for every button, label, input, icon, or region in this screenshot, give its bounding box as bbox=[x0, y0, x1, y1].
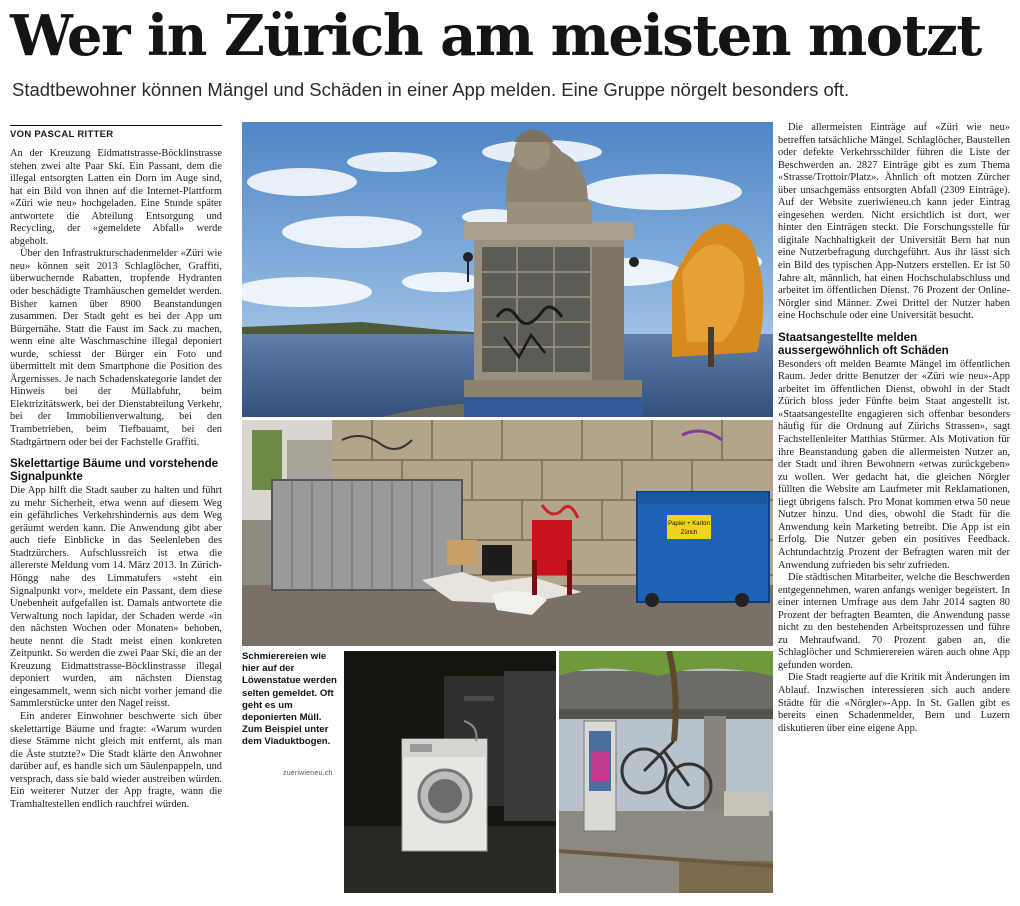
paragraph: Die städtischen Mitarbeiter, welche die Beschwerden entgegennehmen, waren anfangs weniger begeistert. In einer internen Umfrage aus dem Jahr 2014 sagten 80 Prozent der befragten Beamten, die Anwendung passe nicht zu den bestehenden Arbeitsprozessen und führe zu Mehraufwand. 70 Prozent gaben an, die Schlaglöcher und Schmierereien wären auch ohne App gefunden worden. bbox=[778, 572, 1010, 671]
article-column-left bbox=[10, 148, 222, 811]
headline: Wer in Zürich am meisten motzt bbox=[10, 3, 981, 69]
subheadline: Stadtbewohner können Mängel und Schäden in einer App melden. Eine Gruppe nörgelt besonders oft. bbox=[12, 79, 850, 100]
bin-sticker-city: Zürich bbox=[680, 530, 698, 536]
paragraph: Die Stadt reagierte auf die Kritik mit Änderungen im Ablauf. Inzwischen interessieren sich auch andere Städte für die «Nörgler»-App. In St. Gallen gibt es bereits einen Schadenmelder, Bern und Luzern diskutieren über eine eigene App. bbox=[778, 672, 1010, 734]
section-heading: Staatsangestellte melden aussergewöhnlich oft Schäden bbox=[778, 330, 949, 357]
photo-illegal-dump bbox=[242, 420, 773, 646]
photo-credit: zueriwieneu.ch bbox=[283, 770, 333, 777]
photo-lion-statue bbox=[242, 122, 773, 417]
paragraph: Die App hilft die Stadt sauber zu halten und führt zu mehr Sicherheit, etwa wenn auf diesem Weg ein gefährliches Verkehrshindernis aus dem Weg geräumt werden kann. Die Anwendung gibt aber auch tiefe Einblicke in das Seelenleben des Stadtzürchers. Aufschlussreich ist etwa die allererste Meldung vom 14. März 2013. In Zürich-Höngg nahe des Limmatufers «steht ein Signalpunkt vor», meldete ein Passant, dem diese Unebenheit aufgefallen ist. Damals antwortete die Verwaltung noch lapidar, der Schaden werde «in den nächsten Wochen oder Monaten» behoben, heute nennt die Stadt meist einen konkreten Zeitpunkt. So werden die zwei Paar Ski, die an der Kreuzung Eidmattstrasse-Böcklinstrasse illegal deponiert wurden, am nächsten Dienstag eingesammelt, wenn sich nicht vorher jemand die Sammlerstücke unter den Nagel reisst. bbox=[10, 485, 222, 710]
paragraph: Die allermeisten Einträge auf «Züri wie neu» betreffen tatsächliche Mängel. Schlaglöcher, Baustellen oder defekte Verkehrsschilder führen die Liste der Beschwerden an. 2827 Einträge gibt es zum Thema «Strasse/Trottoir/Platz». Ähnlich oft motzen Zürcher über unsachgemäss entsorgten Abfall (2309 Einträge). Auf der Website zueriwieneu.ch kann jeder Eintrag eingesehen werden. Nicht ersichtlich ist dort, wer hinter den Einträgen steckt. Die Forschungsstelle für digitale Nachhaltigkeit der Universität Bern hat nun eine Nutzerbefragung durchgeführt. Aus ihr lässt sich ein Bild des typischen App-Nutzers erstellen. Er ist 50 Jahre alt, männlich, hat einen Hochschulabschluss und arbeitet im öffentlichen Dienst. 76 Prozent der Online-Nörgler sind Männer. Zwei Drittel der Nutzer haben eine Hochschule oder eine Universität besucht. bbox=[778, 122, 1010, 322]
paragraph: Ein anderer Einwohner beschwerte sich über skelettartige Bäume und fragte: «Warum wurden diese Stämme nicht gleich mit entfernt, als man die Äste stutzte?» Die Stadt klärte den Anwohner darüber auf, es handle sich um Säulenpappeln, und versprach, dass sie bald wieder austreiben würden. Ein weiterer Nutzer der App fragte, wann die Tramhaltestellen endlich rauchfrei würden. bbox=[10, 710, 222, 810]
paragraph: An der Kreuzung Eidmattstrasse-Böcklinstrasse stehen zwei alte Paar Ski. Ein Passant, dem die illegal entsorgten Latten ein Dorn im Auge sind, hat ein Bild von ihnen auf die Internet-Plattform «Züri wie neu» hochgeladen. Eine Stunde später antwortete die Abteilung Entsorgung und Recycling, der «gemeldete Abfall» werde abgeholt. bbox=[10, 148, 222, 247]
photo-caption: Schmierereien wie hier auf der Löwenstatue werden selten gemeldet. Oft geht es um deponierten Müll. Zum Beispiel unter dem Viaduktbogen. bbox=[242, 651, 337, 748]
photo-washing-machine bbox=[344, 651, 556, 893]
paragraph: Besonders oft melden Beamte Mängel im öffentlichen Raum. Jeder dritte Benutzer der «Züri wie neu»-App arbeitet im öffentlichen Dienst, obwohl in der Stadt Zürich bloss jeder Fünfte beim Staat angestellt ist. «Staatsangestellte engagieren sich offenbar besonders häufig für die Ordnung auf Zürichs Strassen», sagt Fachstellenleiter Matthias Stürmer. Als Motivation für ihre Beanstandung gaben die allermeisten Nutzer an, der Stadt und ihren Bewohnern «etwas zurückgeben» zu wollen. Wer gedacht hat, die gleichen Nörgler füllten die Website am Laufmeter mit Reklamationen, liegt übrigens falsch. Pro Monat kommen etwa 50 neue Nutzer hinzu. Und dies, obwohl die Stadt für die Anwendung kein Marketing betreibt. Die App ist ein Erfolg. Die Nutzer geben ein positives Feedback. Achtundachtzig Prozent der Befragten waren mit der Anwendung zufrieden bis sehr zufrieden. bbox=[778, 358, 1010, 571]
article-column-right bbox=[778, 122, 1010, 735]
paragraph: Über den Infrastrukturschadenmelder «Züri wie neu» können seit 2013 Schlaglöcher, Graffiti, überwuchernde Rabatten, tropfende Hydranten oder beschädigte Tramhäuschen gemeldet werden. Bisher kamen über 8900 Beanstandungen zusammen. Der Stadt geht es bei der App um Bürgernähe. Statt die Faust im Sack zu machen, wenn eine alte Waschmaschine illegal deponiert wurde, schiesst der Bürger ein Foto und übermittelt mit dem Smartphone die Position des Ärgernisses. Je nach Schadenskategorie landet der Hinweis bei der Müllabfuhr, beim Elektrizitätswerk, bei der Dienstabteilung Verkehr, bei der Immobilienverwaltung, bei den Trambetrieben, beim Tiefbauamt, bei den Stadtgärtnern oder bei der Fachstelle Graffiti. bbox=[10, 248, 222, 448]
photo-viaduct-street bbox=[559, 651, 773, 893]
bin-sticker-label: Papier + Karton bbox=[668, 521, 710, 527]
byline: VON PASCAL RITTER bbox=[10, 125, 222, 140]
section-heading: Skelettartige Bäume und vorstehende Signalpunkte bbox=[10, 457, 219, 484]
